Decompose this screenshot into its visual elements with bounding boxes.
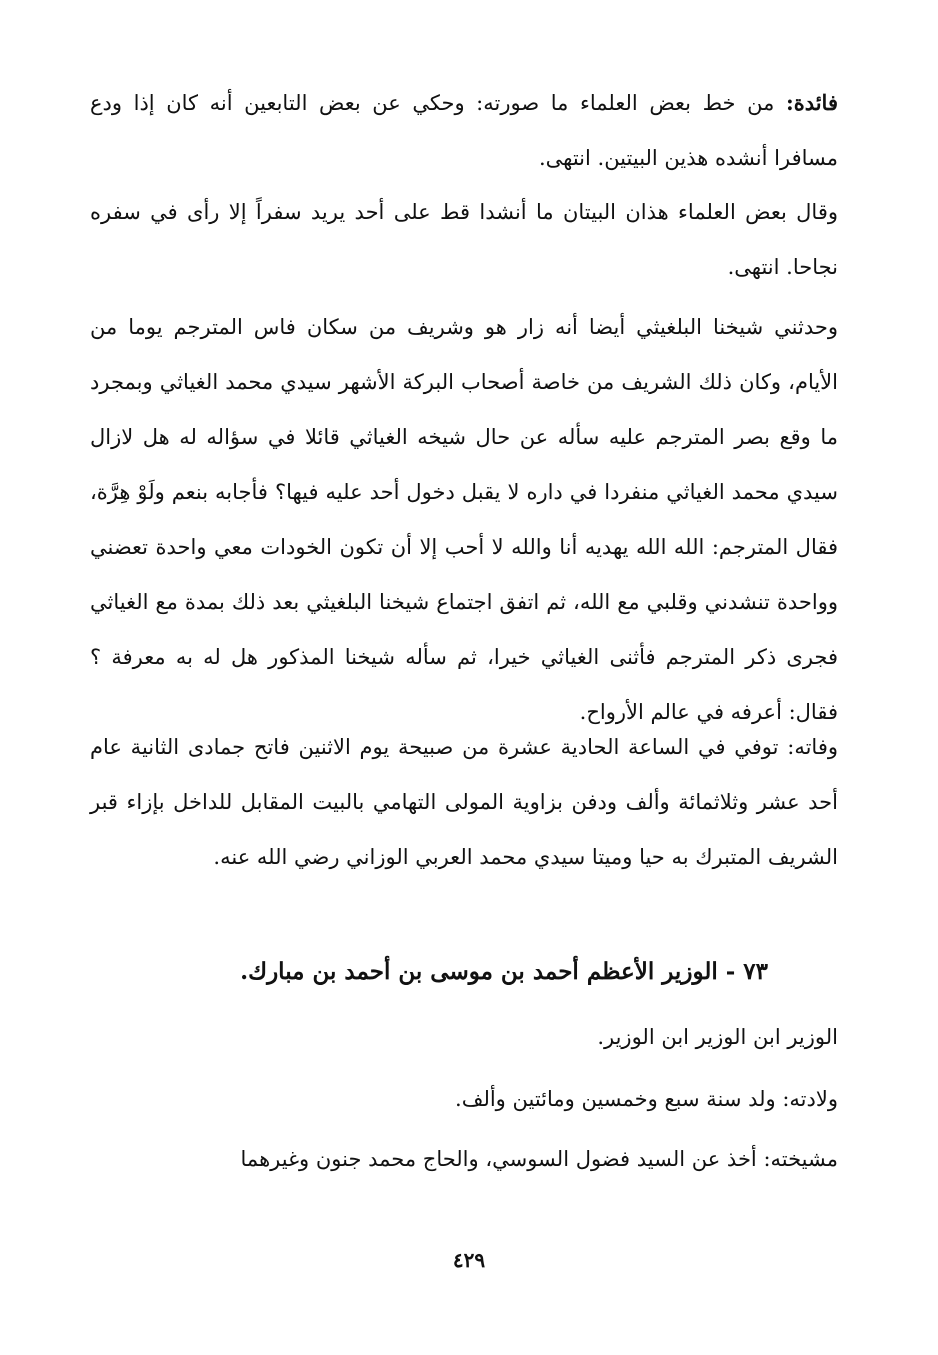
vizier-lineage-paragraph: الوزير ابن الوزير ابن الوزير. xyxy=(597,1025,838,1049)
note-section xyxy=(90,75,838,186)
birth-section xyxy=(90,1072,838,1127)
page-number: ٤٢٩ xyxy=(452,1248,486,1272)
benefit-label: فائدة: xyxy=(785,90,838,115)
benefit-paragraph xyxy=(90,75,838,186)
death-section xyxy=(90,720,838,885)
benefit-text: من خط بعض العلماء ما صورته: وحكي عن بعض التابعين أنه كان إذا ودع مسافرا أنشده هذين البيتين. انتهى. xyxy=(90,91,838,170)
anecdote-section xyxy=(90,300,838,740)
vizier-title-section xyxy=(90,1010,838,1065)
death-paragraph: وفاته: توفي في الساعة الحادية عشرة من صبيحة يوم الاثنين فاتح جمادى الثانية عام أحد عشر وثلاثمائة وألف ودفن بزاوية المولى التهامي بالبيت المقابل للداخل بإزاء قبر الشريف المتبرك به حيا وميتا سيدي محمد العربي الوزاني رضي الله عنه. xyxy=(90,735,838,869)
scholars-section xyxy=(90,185,838,295)
anecdote-paragraph: وحدثني شيخنا البلغيثي أيضا أنه زار هو وشريف من سكان فاس المترجم يوما من الأيام، وكان ذلك الشريف من خاصة أصحاب البركة الأشهر سيدي محمد الغياثي وبمجرد ما وقع بصر المترجم عليه سأله عن حال شيخه الغياثي قائلا في سؤاله له هل لازال سيدي محمد الغياثي منفردا في داره لا يقبل دخول أحد عليه فيها؟ فأجابه بنعم ولَوْ هِرَّة، فقال المترجم: الله الله يهديه أنا والله لا أحب إلا أن تكون الخودات معي واحدة تعضني وواحدة تنشدني وقلبي مع الله، ثم اتفق اجتماع شيخنا البلغيثي بعد ذلك بمدة مع الغياثي فجرى ذكر المترجم فأثنى الغياثي خيرا، ثم سأله شيخنا المذكور هل له به معرفة ؟ فقال: أعرفه في عالم الأرواح. xyxy=(90,315,838,724)
teachers-section xyxy=(90,1132,838,1187)
biography-heading: ٧٣ - الوزير الأعظم أحمد بن موسى بن أحمد بن مبارك. xyxy=(240,958,768,985)
birth-paragraph: ولادته: ولد سنة سبع وخمسين ومائتين وألف. xyxy=(455,1087,838,1111)
teachers-paragraph: مشيخته: أخذ عن السيد فضول السوسي، والحاج محمد جنون وغيرهما xyxy=(240,1147,838,1171)
scholars-paragraph: وقال بعض العلماء هذان البيتان ما أنشدا قط على أحد يريد سفراً إلا رأى في سفره نجاحا. انتهى. xyxy=(90,200,838,279)
